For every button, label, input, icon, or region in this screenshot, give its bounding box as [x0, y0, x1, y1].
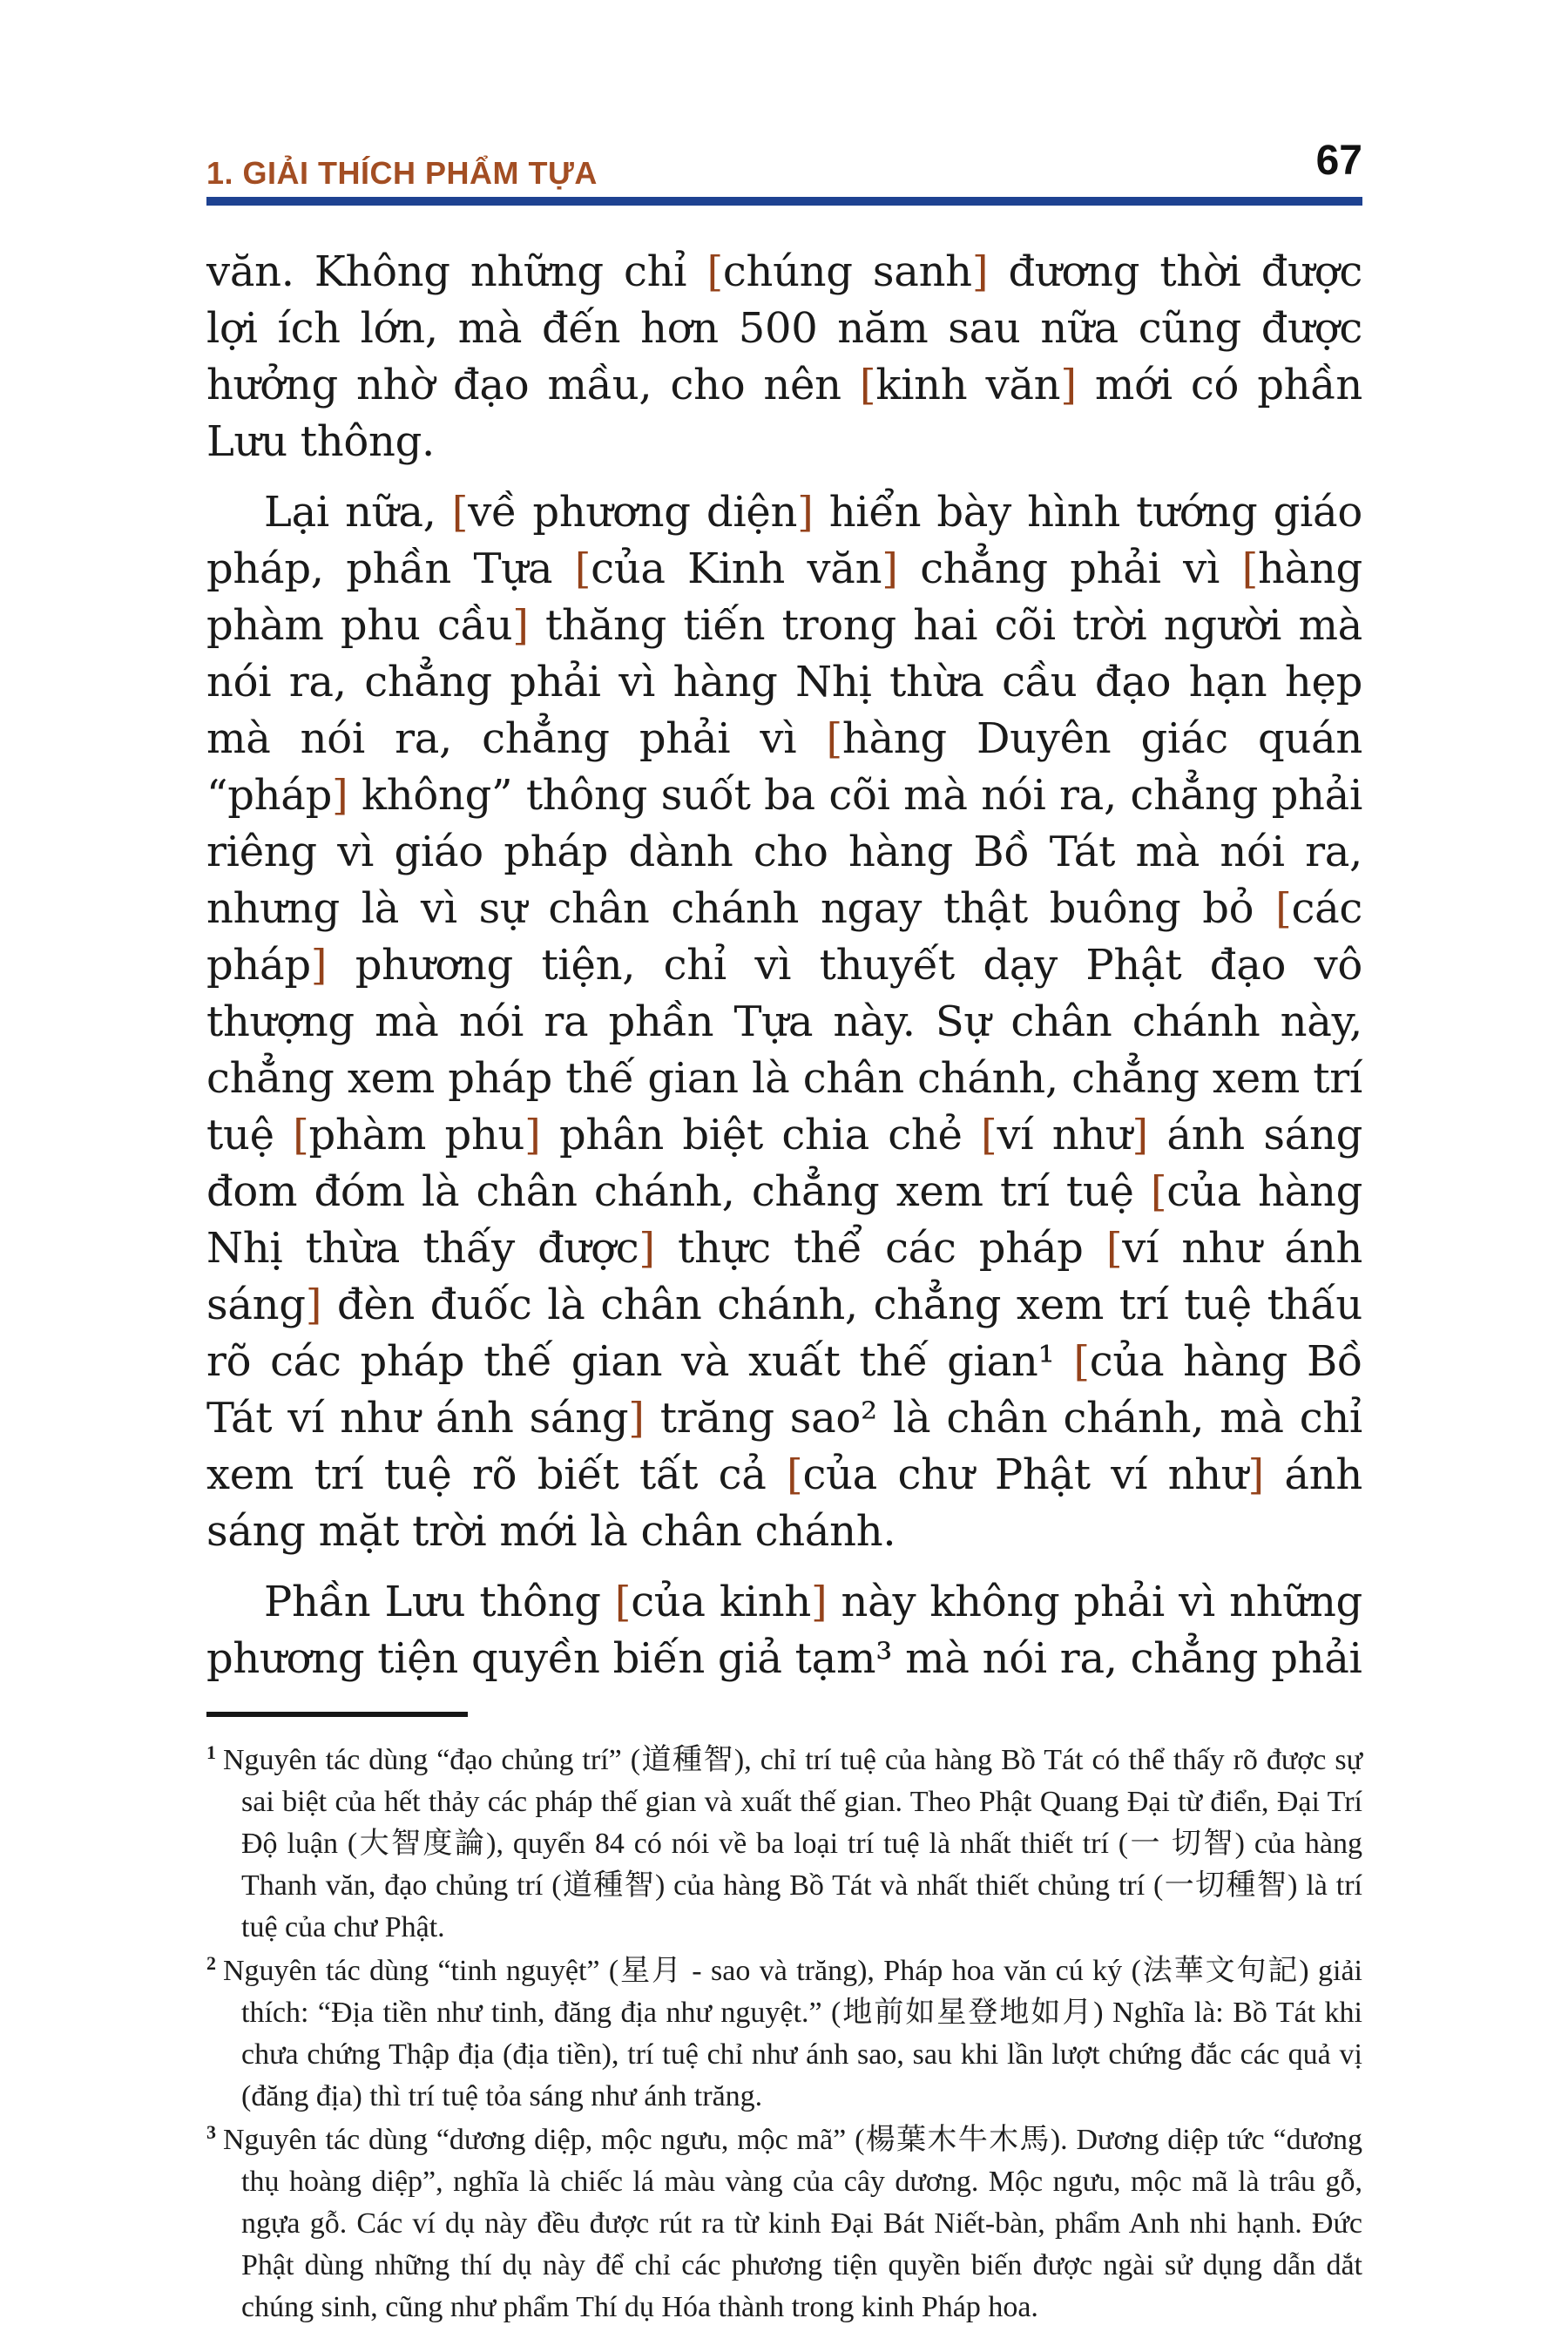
editorial-bracket: [	[787, 1450, 803, 1499]
editorial-bracket: [	[614, 1578, 632, 1626]
footnote: $^3$ Nguyên tác dùng “dương diệp, mộc ngưu, mộc mã” (楊葉木牛木馬). Dương diệp tức “dương thụ hoàng diệp”, nghĩa là chiếc lá màu vàng của cây dương. Mộc ngưu, mộc mã là trâu gỗ, ngựa gỗ. Các ví dụ này đều được rút ra từ kinh Đại Bát Niết-bàn, phẩm Anh nhi hạnh. Đức Phật dùng những thí dụ này để chỉ các phương tiện quyền biến được ngài sử dụng dẫn dắt chúng sinh, cũng như phẩm Thí dụ Hóa thành trong kinh Pháp hoa.	[206, 2120, 1362, 2323]
body-paragraph: văn. Không những chỉ [chúng sanh] đương thời được lợi ích lớn, mà đến hơn 500 năm sau nữa cũng được hưởng nhờ đạo mầu, cho nên [kinh văn] mới có phần Lưu thông.	[206, 247, 1362, 466]
editorial-bracket: [	[1241, 544, 1258, 593]
editorial-bracket: [	[293, 1111, 309, 1159]
footnote-marker: 2	[206, 1951, 216, 1974]
editorial-bracket: [	[859, 361, 876, 409]
editorial-bracket: ]	[810, 1578, 828, 1626]
editorial-bracket: [	[1073, 1337, 1090, 1386]
footnote: $^1$ Nguyên tác dùng “đạo chủng trí” (道種智), chỉ trí tuệ của hàng Bồ Tát có thể thấy rõ được sự sai biệt của hết thảy các pháp thế gian và xuất thế gian. Theo Phật Quang Đại từ điển, Đại Trí Độ luận (大智度論), quyển 84 có nói về ba loại trí tuệ là nhất thiết trí (一 切智) của hàng Thanh văn, đạo chủng trí (道種智) của hàng Bồ Tát và nhất thiết chủng trí (一切種智) là trí tuệ của chư Phật.	[206, 1740, 1362, 1943]
body-text	[206, 244, 1362, 1687]
editorial-bracket: ]	[1247, 1450, 1264, 1499]
editorial-bracket: ]	[797, 488, 814, 537]
editorial-bracket: ]	[639, 1224, 655, 1273]
editorial-bracket: [	[1275, 884, 1292, 933]
editorial-bracket: ]	[332, 771, 348, 820]
editorial-bracket: ]	[512, 601, 529, 650]
editorial-bracket: [	[1105, 1224, 1123, 1273]
running-title: 1. GIẢI THÍCH PHẨM TỰA	[206, 155, 598, 191]
footnote-separator	[206, 1712, 468, 1717]
editorial-bracket: [	[706, 247, 723, 296]
body-paragraph: Phần Lưu thông [của kinh] này không phải vì những phương tiện quyền biến giả tạm³ mà nói ra, chẳng phải	[206, 1578, 1362, 1683]
editorial-bracket: ]	[310, 941, 328, 990]
editorial-bracket: ]	[1060, 361, 1077, 409]
header-rule	[206, 197, 1362, 206]
editorial-bracket: ]	[1132, 1111, 1148, 1159]
editorial-bracket: ]	[524, 1111, 541, 1159]
editorial-bracket: [	[981, 1111, 997, 1159]
editorial-bracket: [	[451, 488, 469, 537]
footnote-marker: 3	[206, 2120, 216, 2143]
editorial-bracket: ]	[628, 1394, 645, 1443]
editorial-bracket: [	[574, 544, 591, 593]
editorial-bracket: [	[1150, 1167, 1167, 1216]
footnote: $^2$ Nguyên tác dùng “tinh nguyệt” (星月 - sao và trăng), Pháp hoa văn cú ký (法華文句記) giải thích: “Địa tiền như tinh, đăng địa như nguyệt.” (地前如星登地如月) Nghĩa là: Bồ Tát khi chưa chứng Thập địa (địa tiền), trí tuệ chỉ như ánh sao, sau khi lần lượt chứng đắc các quả vị (đăng địa) thì trí tuệ tỏa sáng như ánh trăng.	[206, 1951, 1362, 2112]
editorial-bracket: ]	[305, 1281, 322, 1329]
page-content	[206, 122, 1362, 2330]
page-number: 67	[1315, 138, 1362, 184]
editorial-bracket: ]	[882, 544, 898, 593]
page-header	[206, 122, 1362, 197]
editorial-bracket: [	[826, 714, 842, 763]
footnote-marker: 1	[206, 1740, 216, 1763]
editorial-bracket: ]	[971, 247, 989, 296]
body-paragraph: Lại nữa, [về phương diện] hiển bày hình tướng giáo pháp, phần Tựa [của Kinh văn] chẳng phải vì [hàng phàm phu cầu] thăng tiến trong hai cõi trời người mà nói ra, chẳng phải vì hàng Nhị thừa cầu đạo hạn hẹp mà nói ra, chẳng phải vì [hàng Duyên giác quán “pháp] không” thông suốt ba cõi mà nói ra, chẳng phải riêng vì giáo pháp dành cho hàng Bồ Tát mà nói ra, nhưng là vì sự chân chánh ngay thật buông bỏ [các pháp] phương tiện, chỉ vì thuyết dạy Phật đạo vô thượng mà nói ra phần Tựa này. Sự chân chánh này, chẳng xem pháp thế gian là chân chánh, chẳng xem trí tuệ [phàm phu] phân biệt chia chẻ [ví như] ánh sáng đom đóm là chân chánh, chẳng xem trí tuệ [của hàng Nhị thừa thấy được] thực thể các pháp [ví như ánh sáng] đèn đuốc là chân chánh, chẳng xem trí tuệ thấu rõ các pháp thế gian và xuất thế gian¹ [của hàng Bồ Tát ví như ánh sáng] trăng sao² là chân chánh, mà chỉ xem trí tuệ rõ biết tất cả [của chư Phật ví như] ánh sáng mặt trời mới là chân chánh.	[206, 488, 1363, 1556]
footnotes	[206, 1740, 1362, 2328]
